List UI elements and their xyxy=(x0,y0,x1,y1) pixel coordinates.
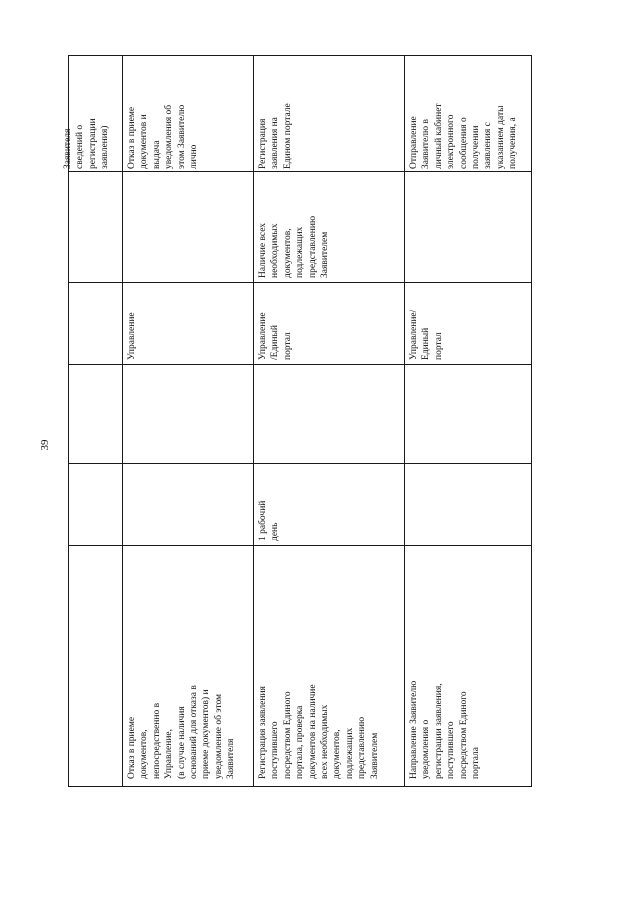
cell-r3-c4: Управление/ Единый портал xyxy=(409,309,444,360)
cell-r2-c2: 1 рабочий день xyxy=(258,500,281,541)
row-divider-3 xyxy=(404,55,405,787)
col-divider-3 xyxy=(68,364,532,365)
col-divider-5 xyxy=(68,171,532,172)
table-border-top xyxy=(68,55,532,56)
cell-r0-c7: Заявителя сведений о регистрации заявления) xyxy=(63,118,111,169)
cell-r3-c1: Направление Заявителю уведомления о регистрации заявления, поступившего посредством Единого портала xyxy=(409,680,482,779)
cell-r1-c1: Отказ в приеме документов, непосредственно в Управление, (в случае наличия оснований для отказа в приеме документов) и уведомление об этом Заявителя xyxy=(127,685,237,779)
col-divider-2 xyxy=(68,463,532,464)
table-border-right xyxy=(531,55,532,787)
cell-r3-c7: Отправление Заявителю в личный кабинет электронного сообщения о получении заявления с указанием даты получения, а xyxy=(409,103,519,169)
table-border-bottom xyxy=(68,786,532,787)
cell-r2-c6: Наличие всех необходимых документов, подлежащих представлению Заявителем xyxy=(258,215,331,278)
col-divider-4 xyxy=(68,282,532,283)
cell-r2-c1: Регистрация заявления поступившего посредством Единого портала, проверка документов на наличие всех необходимых документов, подлежащих представлению Заявителем xyxy=(258,684,380,779)
row-divider-1 xyxy=(122,55,123,787)
cell-r2-c7: Регистрация заявления на Едином портале xyxy=(258,103,293,169)
col-divider-1 xyxy=(68,545,532,546)
cell-r2-c4: Управление /Единый портал xyxy=(258,312,293,360)
cell-r1-c4: Управление xyxy=(127,312,137,360)
cell-r1-c7: Отказ в приеме документов и выдача уведомления об этом Заявителю лично xyxy=(127,104,200,169)
page-number: 39 xyxy=(39,439,51,451)
row-divider-2 xyxy=(253,55,254,787)
